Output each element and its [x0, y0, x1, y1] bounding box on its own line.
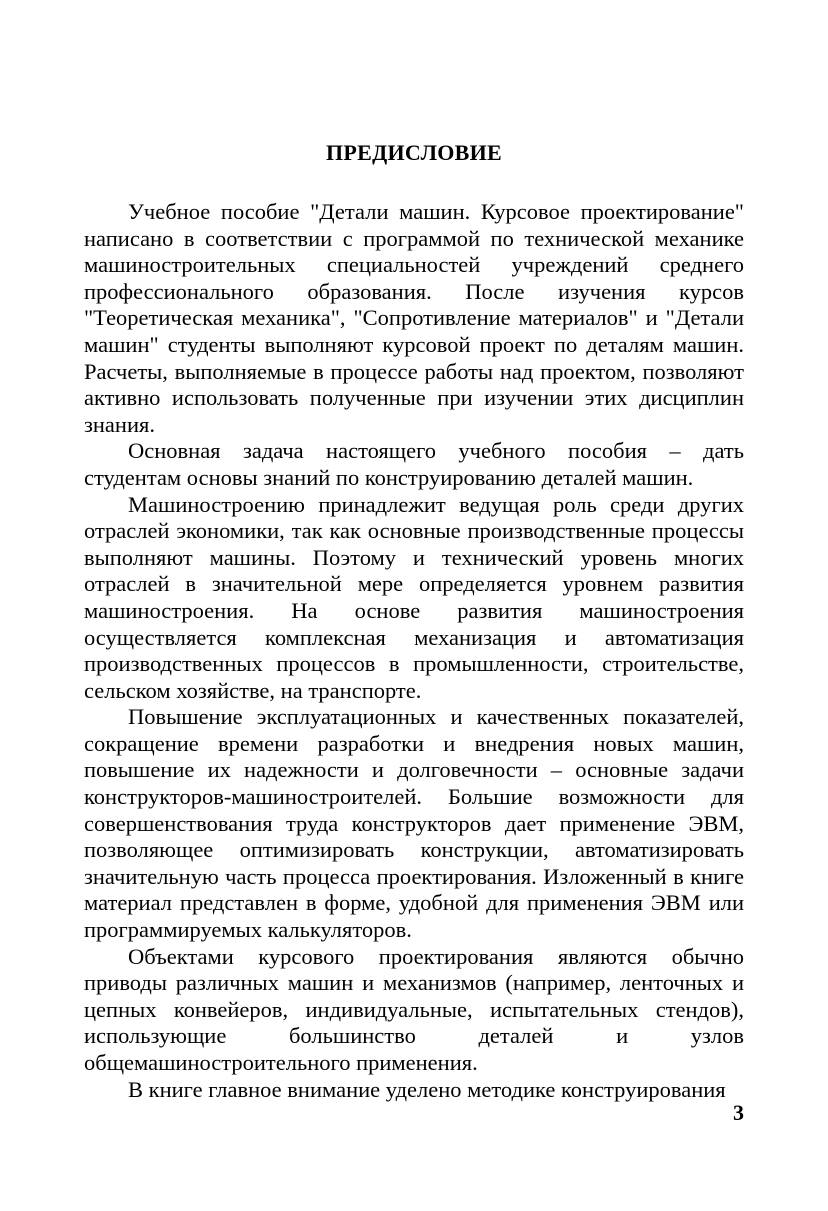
paragraph: Машиностроению принадлежит ведущая роль среди других отраслей экономики, так как основные производственные процессы выполняют машины. Поэтому и технический уровень многих отраслей в значительной мере определяется уровнем развития машиностроения. На основе развития машиностроения осуществляется комплексная механизация и автоматизация производственных процессов в промышленности, строительстве, сельском хозяйстве, на транспорте. [84, 491, 744, 703]
paragraph: Объектами курсового проектирования являются обычно приводы различных машин и механизмов (например, ленточных и цепных конвейеров, индивидуальные, испытательных стендов), использующие большинство деталей и узлов общемашиностроительного применения. [84, 943, 744, 1075]
paragraph: Основная задача настоящего учебного пособия – дать студентам основы знаний по конструированию деталей машин. [84, 438, 744, 490]
paragraph: Повышение эксплуатационных и качественных показателей, сокращение времени разработки и внедрения новых машин, повышение их надежности и долговечности – основные задачи конструкторов-машиностроителей. Большие возможности для совершенствования труда конструкторов дает применение ЭВМ, позволяющее оптимизировать конструкции, автоматизировать значительную часть процесса проектирования. Изложенный в книге материал представлен в форме, удобной для применения ЭВМ или программируемых калькуляторов. [84, 704, 744, 943]
page-number: 3 [733, 1100, 744, 1125]
paragraph: Учебное пособие "Детали машин. Курсовое проектирование" написано в соответствии с программой по технической механике машиностроительных специальностей учреждений среднего профессионального образования. После изучения курсов "Теоретическая механика", "Сопротивление материалов" и "Детали машин" студенты выполняют курсовой проект по деталям машин. Расчеты, выполняемые в процессе работы над проектом, позволяют активно использовать полученные при изучении этих дисциплин знания. [84, 199, 744, 437]
page-title: ПРЕДИСЛОВИЕ [325, 140, 503, 165]
body-text [84, 199, 744, 1103]
paragraph-last: В книге главное внимание уделено методике конструирования [128, 1076, 726, 1102]
